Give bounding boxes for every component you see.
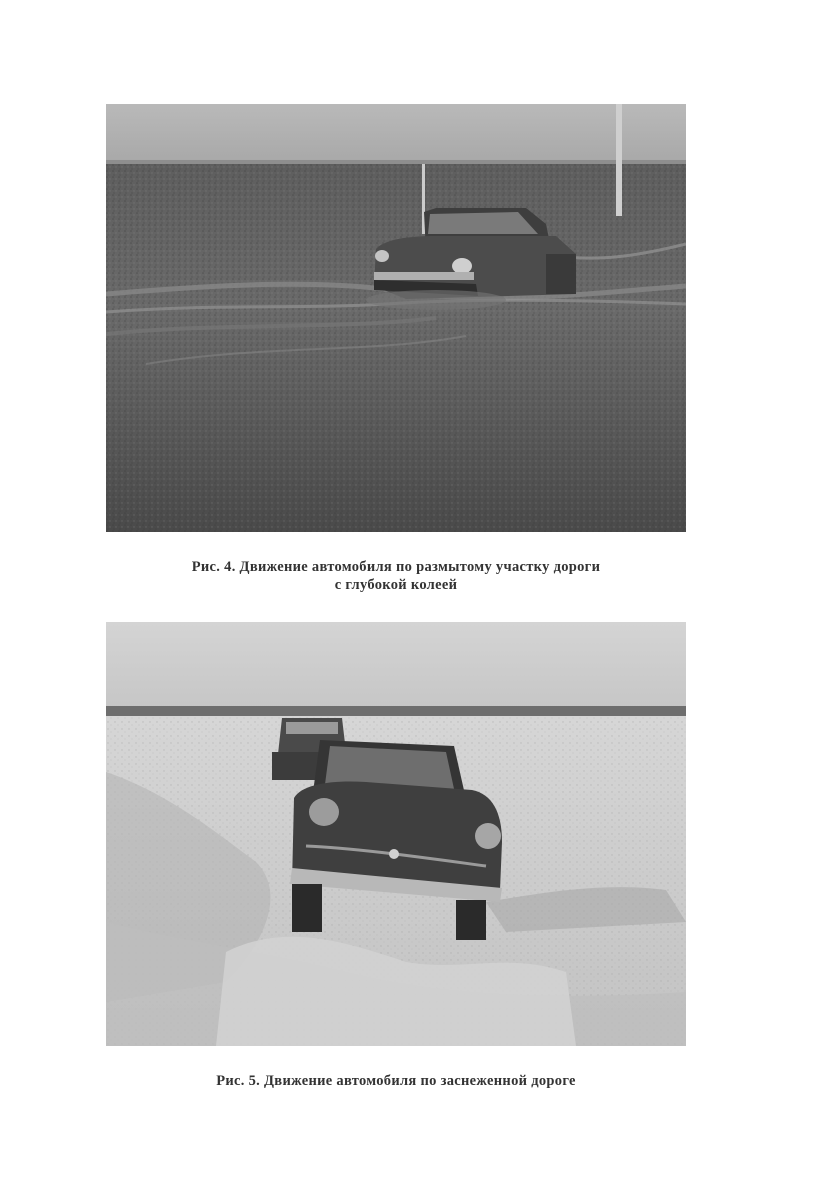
photo-car-on-washed-out-road [106, 104, 686, 532]
figure-5-caption-line-1: Рис. 5. Движение автомобиля по заснеженной дороге [216, 1073, 576, 1089]
figure-4-caption-line-1: Рис. 4. Движение автомобиля по размытому участку дороги [191, 559, 601, 575]
figure-4-caption [106, 558, 686, 594]
figure-5-caption [106, 1072, 686, 1090]
figure-4-caption-line-2: с глубокой колеей [334, 577, 458, 593]
figure-5 [106, 622, 686, 1090]
figure-4 [106, 104, 686, 594]
photo-car-on-snowy-road [106, 622, 686, 1046]
